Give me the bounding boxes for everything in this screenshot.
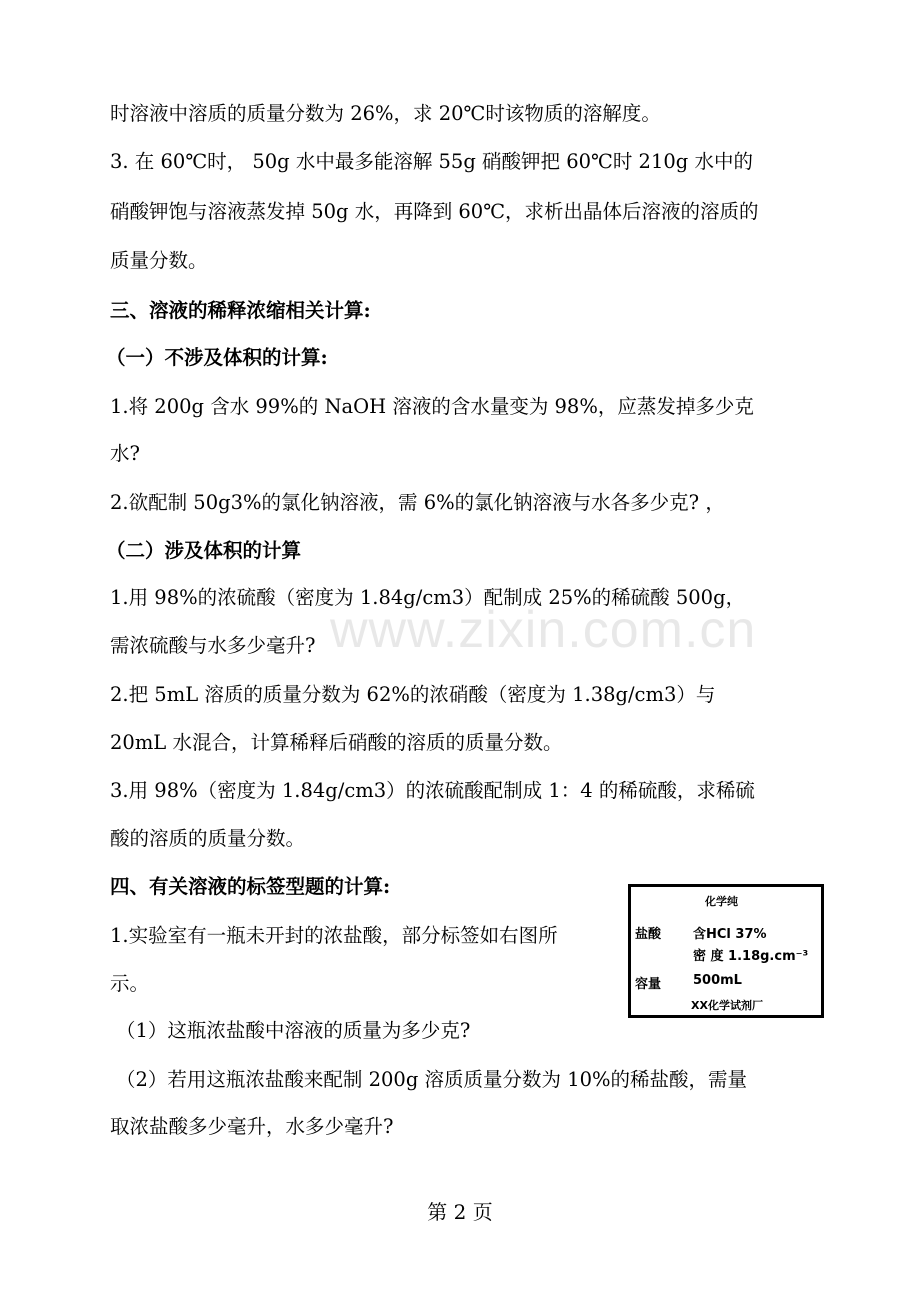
text-line: 需浓硫酸与水多少毫升? <box>110 634 316 657</box>
text-line: 1.将 200g 含水 99%的 NaOH 溶液的含水量变为 98%，应蒸发掉多少克 <box>110 395 754 418</box>
text-line: 时溶液中溶质的质量分数为 26%，求 20℃时该物质的溶解度。 <box>110 102 661 125</box>
text-line: 2.欲配制 50g3%的氯化钠溶液，需 6%的氯化钠溶液与水各多少克? ， <box>110 491 725 514</box>
subsection-heading: （二）涉及体积的计算 <box>106 539 302 562</box>
question-line: （2）若用这瓶浓盐酸来配制 200g 溶质质量分数为 10%的稀盐酸，需量 <box>116 1068 748 1091</box>
text-line: 质量分数。 <box>110 249 208 272</box>
text-line: 硝酸钾饱与溶液蒸发掉 50g 水，再降到 60℃，求析出晶体后溶液的溶质的 <box>110 200 759 223</box>
text-line: 示。 <box>110 972 150 995</box>
text-line: 20mL 水混合，计算稀释后硝酸的溶质的质量分数。 <box>110 731 563 754</box>
watermark-text: www.zixin.com.cn <box>330 601 757 659</box>
label-row2-value: 密 度 1.18g.cm⁻³ <box>693 949 809 964</box>
label-row3-name: 容量 <box>635 977 662 992</box>
label-title: 化学纯 <box>705 895 738 908</box>
subsection-heading: （一）不涉及体积的计算: <box>106 346 328 369</box>
label-row3-value: 500mL <box>693 973 742 988</box>
label-maker: XX化学试剂厂 <box>691 999 763 1012</box>
label-row1-value: 含HCl 37% <box>693 927 767 942</box>
text-line: 3.用 98%（密度为 1.84g/cm3）的浓硫酸配制成 1：4 的稀硫酸，求稀硫 <box>110 779 755 802</box>
question-line: （1）这瓶浓盐酸中溶液的质量为多少克? <box>116 1019 471 1042</box>
section-heading: 三、溶液的稀释浓缩相关计算: <box>110 299 371 322</box>
text-line: 取浓盐酸多少毫升，水多少毫升? <box>110 1115 394 1138</box>
section-heading: 四、有关溶液的标签型题的计算: <box>110 875 391 898</box>
page-number: 第 2 页 <box>427 1200 493 1224</box>
text-line: 2.把 5mL 溶质的质量分数为 62%的浓硝酸（密度为 1.38g/cm3）与 <box>110 683 716 706</box>
text-line: 酸的溶质的质量分数。 <box>110 827 306 850</box>
reagent-label-figure <box>628 884 824 1018</box>
label-row1-name: 盐酸 <box>635 927 662 942</box>
text-line: 水? <box>110 442 140 465</box>
text-line: 1.实验室有一瓶未开封的浓盐酸，部分标签如右图所 <box>110 924 558 947</box>
text-line: 3. 在 60℃时， 50g 水中最多能溶解 55g 硝酸钾把 60℃时 210g 水中的 <box>110 150 753 173</box>
text-line: 1.用 98%的浓硫酸（密度为 1.84g/cm3）配制成 25%的稀硫酸 500g， <box>110 586 746 609</box>
